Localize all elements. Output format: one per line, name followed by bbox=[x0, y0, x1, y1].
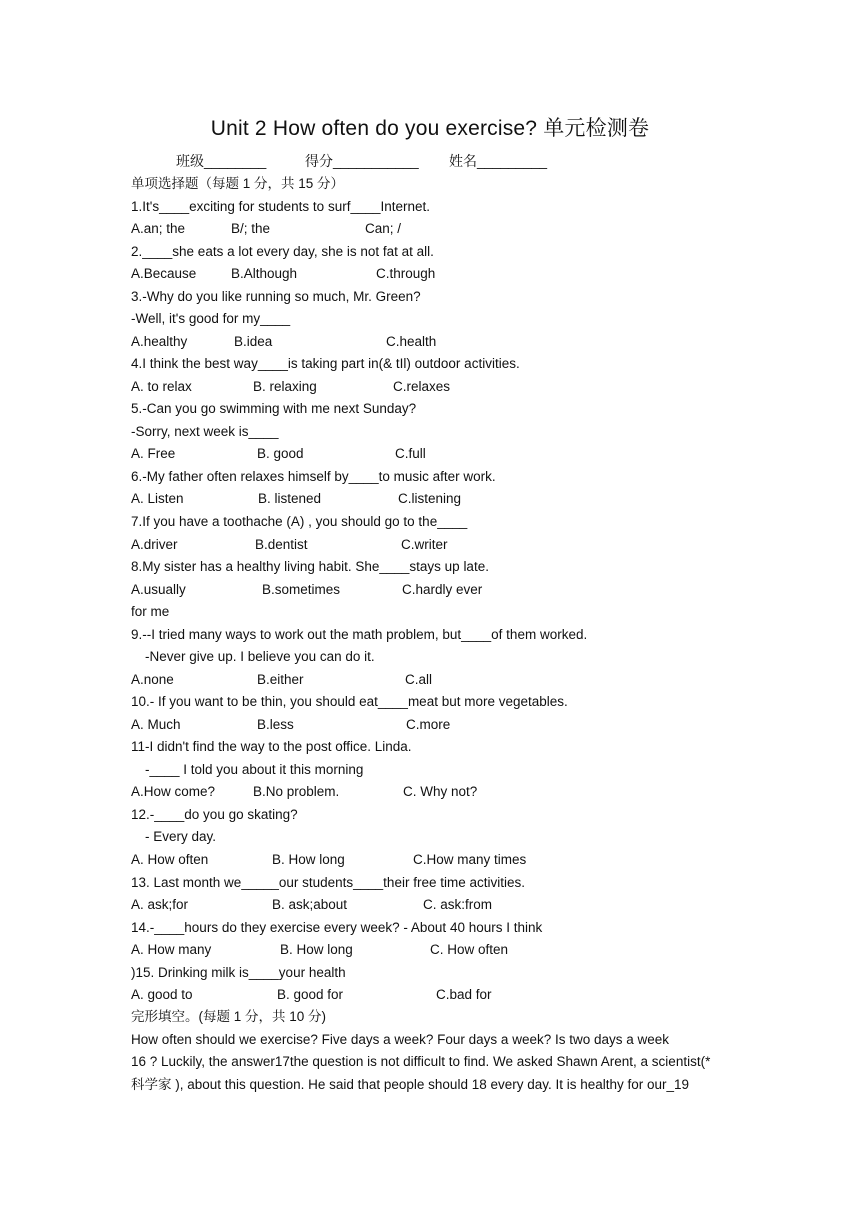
question-7: 7.If you have a toothache (A) , you should go to the____ bbox=[131, 514, 468, 529]
question-6-option-c: C.listening bbox=[398, 491, 462, 506]
question-11-option-c: C. Why not? bbox=[403, 784, 478, 799]
question-8-extra-text: for me bbox=[131, 604, 170, 619]
question-12: 12.-____do you go skating? bbox=[131, 807, 298, 822]
question-14-option-b: B. How long bbox=[280, 942, 353, 957]
name-field-label: 姓名_________ bbox=[449, 153, 548, 169]
question-6: 6.-My father often relaxes himself by____to music after work. bbox=[131, 469, 496, 484]
question-9-option-b: B.either bbox=[257, 672, 304, 687]
question-5-option-a: A. Free bbox=[131, 446, 176, 461]
question-3-option-b: B.idea bbox=[234, 334, 273, 349]
class-field-label: 班级________ bbox=[176, 153, 267, 169]
question-15-option-b: B. good for bbox=[277, 987, 344, 1002]
question-14-option-c: C. How often bbox=[430, 942, 509, 957]
passage-line-2: 16 ? Luckily, the answer17the question is not difficult to find. We asked Shawn Arent, a scientist(* bbox=[131, 1054, 711, 1069]
question-13: 13. Last month we_____our students____their free time activities. bbox=[131, 875, 525, 890]
question-9-option-a: A.none bbox=[131, 672, 174, 687]
question-8: 8.My sister has a healthy living habit. She____stays up late. bbox=[131, 559, 489, 574]
question-8-option-c: C.hardly ever bbox=[402, 582, 483, 597]
question-12-option-c: C.How many times bbox=[413, 852, 527, 867]
question-2: 2.____she eats a lot every day, she is not fat at all. bbox=[131, 244, 434, 259]
question-14-option-a: A. How many bbox=[131, 942, 212, 957]
question-5-option-b: B. good bbox=[257, 446, 304, 461]
question-11-option-a: A.How come? bbox=[131, 784, 216, 799]
question-9-reply: -Never give up. I believe you can do it. bbox=[145, 649, 375, 664]
question-15-option-c: C.bad for bbox=[436, 987, 492, 1002]
question-6-option-b: B. listened bbox=[258, 491, 322, 506]
question-5: 5.-Can you go swimming with me next Sunday? bbox=[131, 401, 417, 416]
question-15: )15. Drinking milk is____your health bbox=[131, 965, 346, 980]
question-13-option-c: C. ask:from bbox=[423, 897, 493, 912]
question-4: 4.I think the best way____is taking part in(& tIl) outdoor activities. bbox=[131, 356, 520, 371]
question-12-option-b: B. How long bbox=[272, 852, 345, 867]
question-3-reply: -Well, it's good for my____ bbox=[131, 311, 291, 326]
question-12-reply: - Every day. bbox=[145, 829, 217, 844]
question-12-option-a: A. How often bbox=[131, 852, 209, 867]
question-1-option-c: Can; / bbox=[365, 221, 402, 236]
section-heading-cloze: 完形填空。(每题 1 分，共 10 分) bbox=[131, 1009, 327, 1024]
question-1-option-a: A.an; the bbox=[131, 221, 186, 236]
section-heading-multiple-choice: 单项选择题（每题 1 分，共 15 分） bbox=[131, 176, 345, 191]
passage-line-1: How often should we exercise? Five days a week? Four days a week? Is two days a week bbox=[131, 1032, 670, 1047]
question-14: 14.-____hours do they exercise every week? - About 40 hours I think bbox=[131, 920, 543, 935]
question-2-option-a: A.Because bbox=[131, 266, 197, 281]
question-9: 9.--I tried many ways to work out the math problem, but____of them worked. bbox=[131, 627, 588, 642]
question-13-option-b: B. ask;about bbox=[272, 897, 348, 912]
question-11: 11-I didn't find the way to the post office. Linda. bbox=[131, 739, 412, 754]
question-6-option-a: A. Listen bbox=[131, 491, 184, 506]
question-8-option-b: B.sometimes bbox=[262, 582, 341, 597]
question-2-option-c: C.through bbox=[376, 266, 436, 281]
question-3-option-a: A.healthy bbox=[131, 334, 188, 349]
question-7-option-a: A.driver bbox=[131, 537, 178, 552]
question-10-option-a: A. Much bbox=[131, 717, 181, 732]
question-3-option-c: C.health bbox=[386, 334, 437, 349]
question-9-option-c: C.all bbox=[405, 672, 433, 687]
question-4-option-a: A. to relax bbox=[131, 379, 192, 394]
question-10: 10.- If you want to be thin, you should eat____meat but more vegetables. bbox=[131, 694, 568, 709]
question-15-option-a: A. good to bbox=[131, 987, 193, 1002]
question-5-option-c: C.full bbox=[395, 446, 426, 461]
question-11-option-b: B.No problem. bbox=[253, 784, 340, 799]
passage-line-3: 科学家 ), about this question. He said that people should 18 every day. It is healthy for our_19 bbox=[131, 1077, 690, 1092]
question-11-reply: -____ I told you about it this morning bbox=[145, 762, 364, 777]
score-field-label: 得分___________ bbox=[305, 153, 419, 169]
question-10-option-c: C.more bbox=[406, 717, 451, 732]
question-5-reply: -Sorry, next week is____ bbox=[131, 424, 279, 439]
question-7-option-b: B.dentist bbox=[255, 537, 308, 552]
question-2-option-b: B.Although bbox=[231, 266, 298, 281]
question-3: 3.-Why do you like running so much, Mr. Green? bbox=[131, 289, 421, 304]
question-13-option-a: A. ask;for bbox=[131, 897, 189, 912]
question-8-option-a: A.usually bbox=[131, 582, 186, 597]
question-7-option-c: C.writer bbox=[401, 537, 448, 552]
question-4-option-c: C.relaxes bbox=[393, 379, 451, 394]
question-4-option-b: B. relaxing bbox=[253, 379, 317, 394]
question-1-option-b: B/; the bbox=[231, 221, 271, 236]
question-1: 1.It's____exciting for students to surf____Internet. bbox=[131, 199, 431, 214]
question-10-option-b: B.less bbox=[257, 717, 294, 732]
page-title: Unit 2 How often do you exercise? 单元检测卷 bbox=[210, 117, 650, 140]
